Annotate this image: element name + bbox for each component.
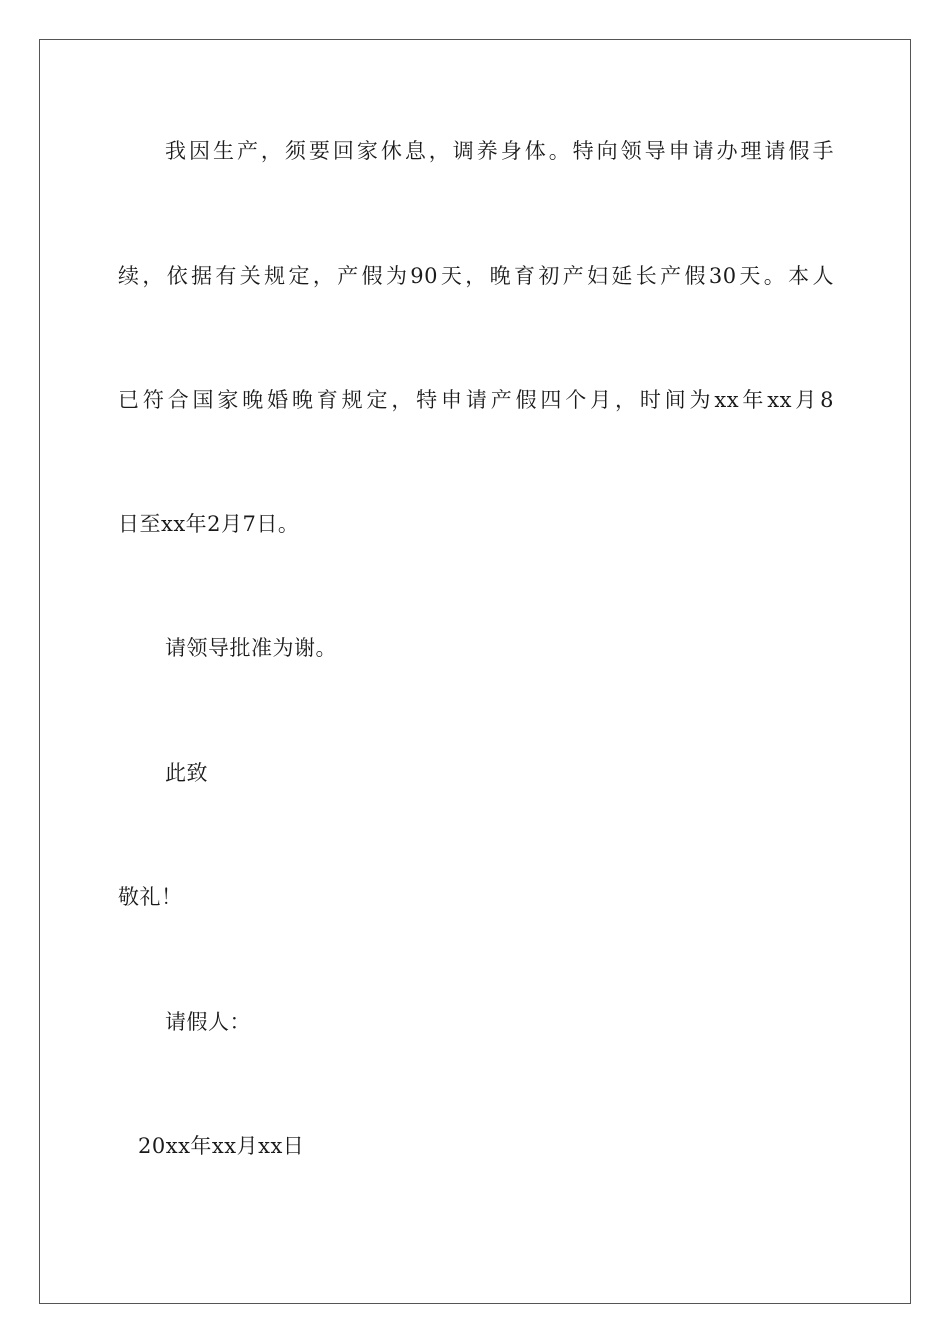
request-line: 请领导批准为谢。 (165, 636, 337, 660)
salute-line: 敬礼！ (118, 885, 183, 909)
page-border (39, 39, 911, 1304)
signature-label: 请假人： (165, 1010, 251, 1034)
body-line-4: 日至xx年2月7日。 (118, 512, 300, 536)
body-line-1: 我因生产，须要回家休息，调养身体。特向领导申请办理请假手 (165, 139, 834, 163)
body-line-2: 续，依据有关规定，产假为90天，晚育初产妇延长产假30天。本人 (118, 264, 834, 288)
body-line-3: 已符合国家晚婚晚育规定，特申请产假四个月，时间为xx年xx月8 (118, 388, 834, 412)
date-line: 20xx年xx月xx日 (138, 1134, 305, 1158)
closing-line: 此致 (165, 761, 208, 785)
